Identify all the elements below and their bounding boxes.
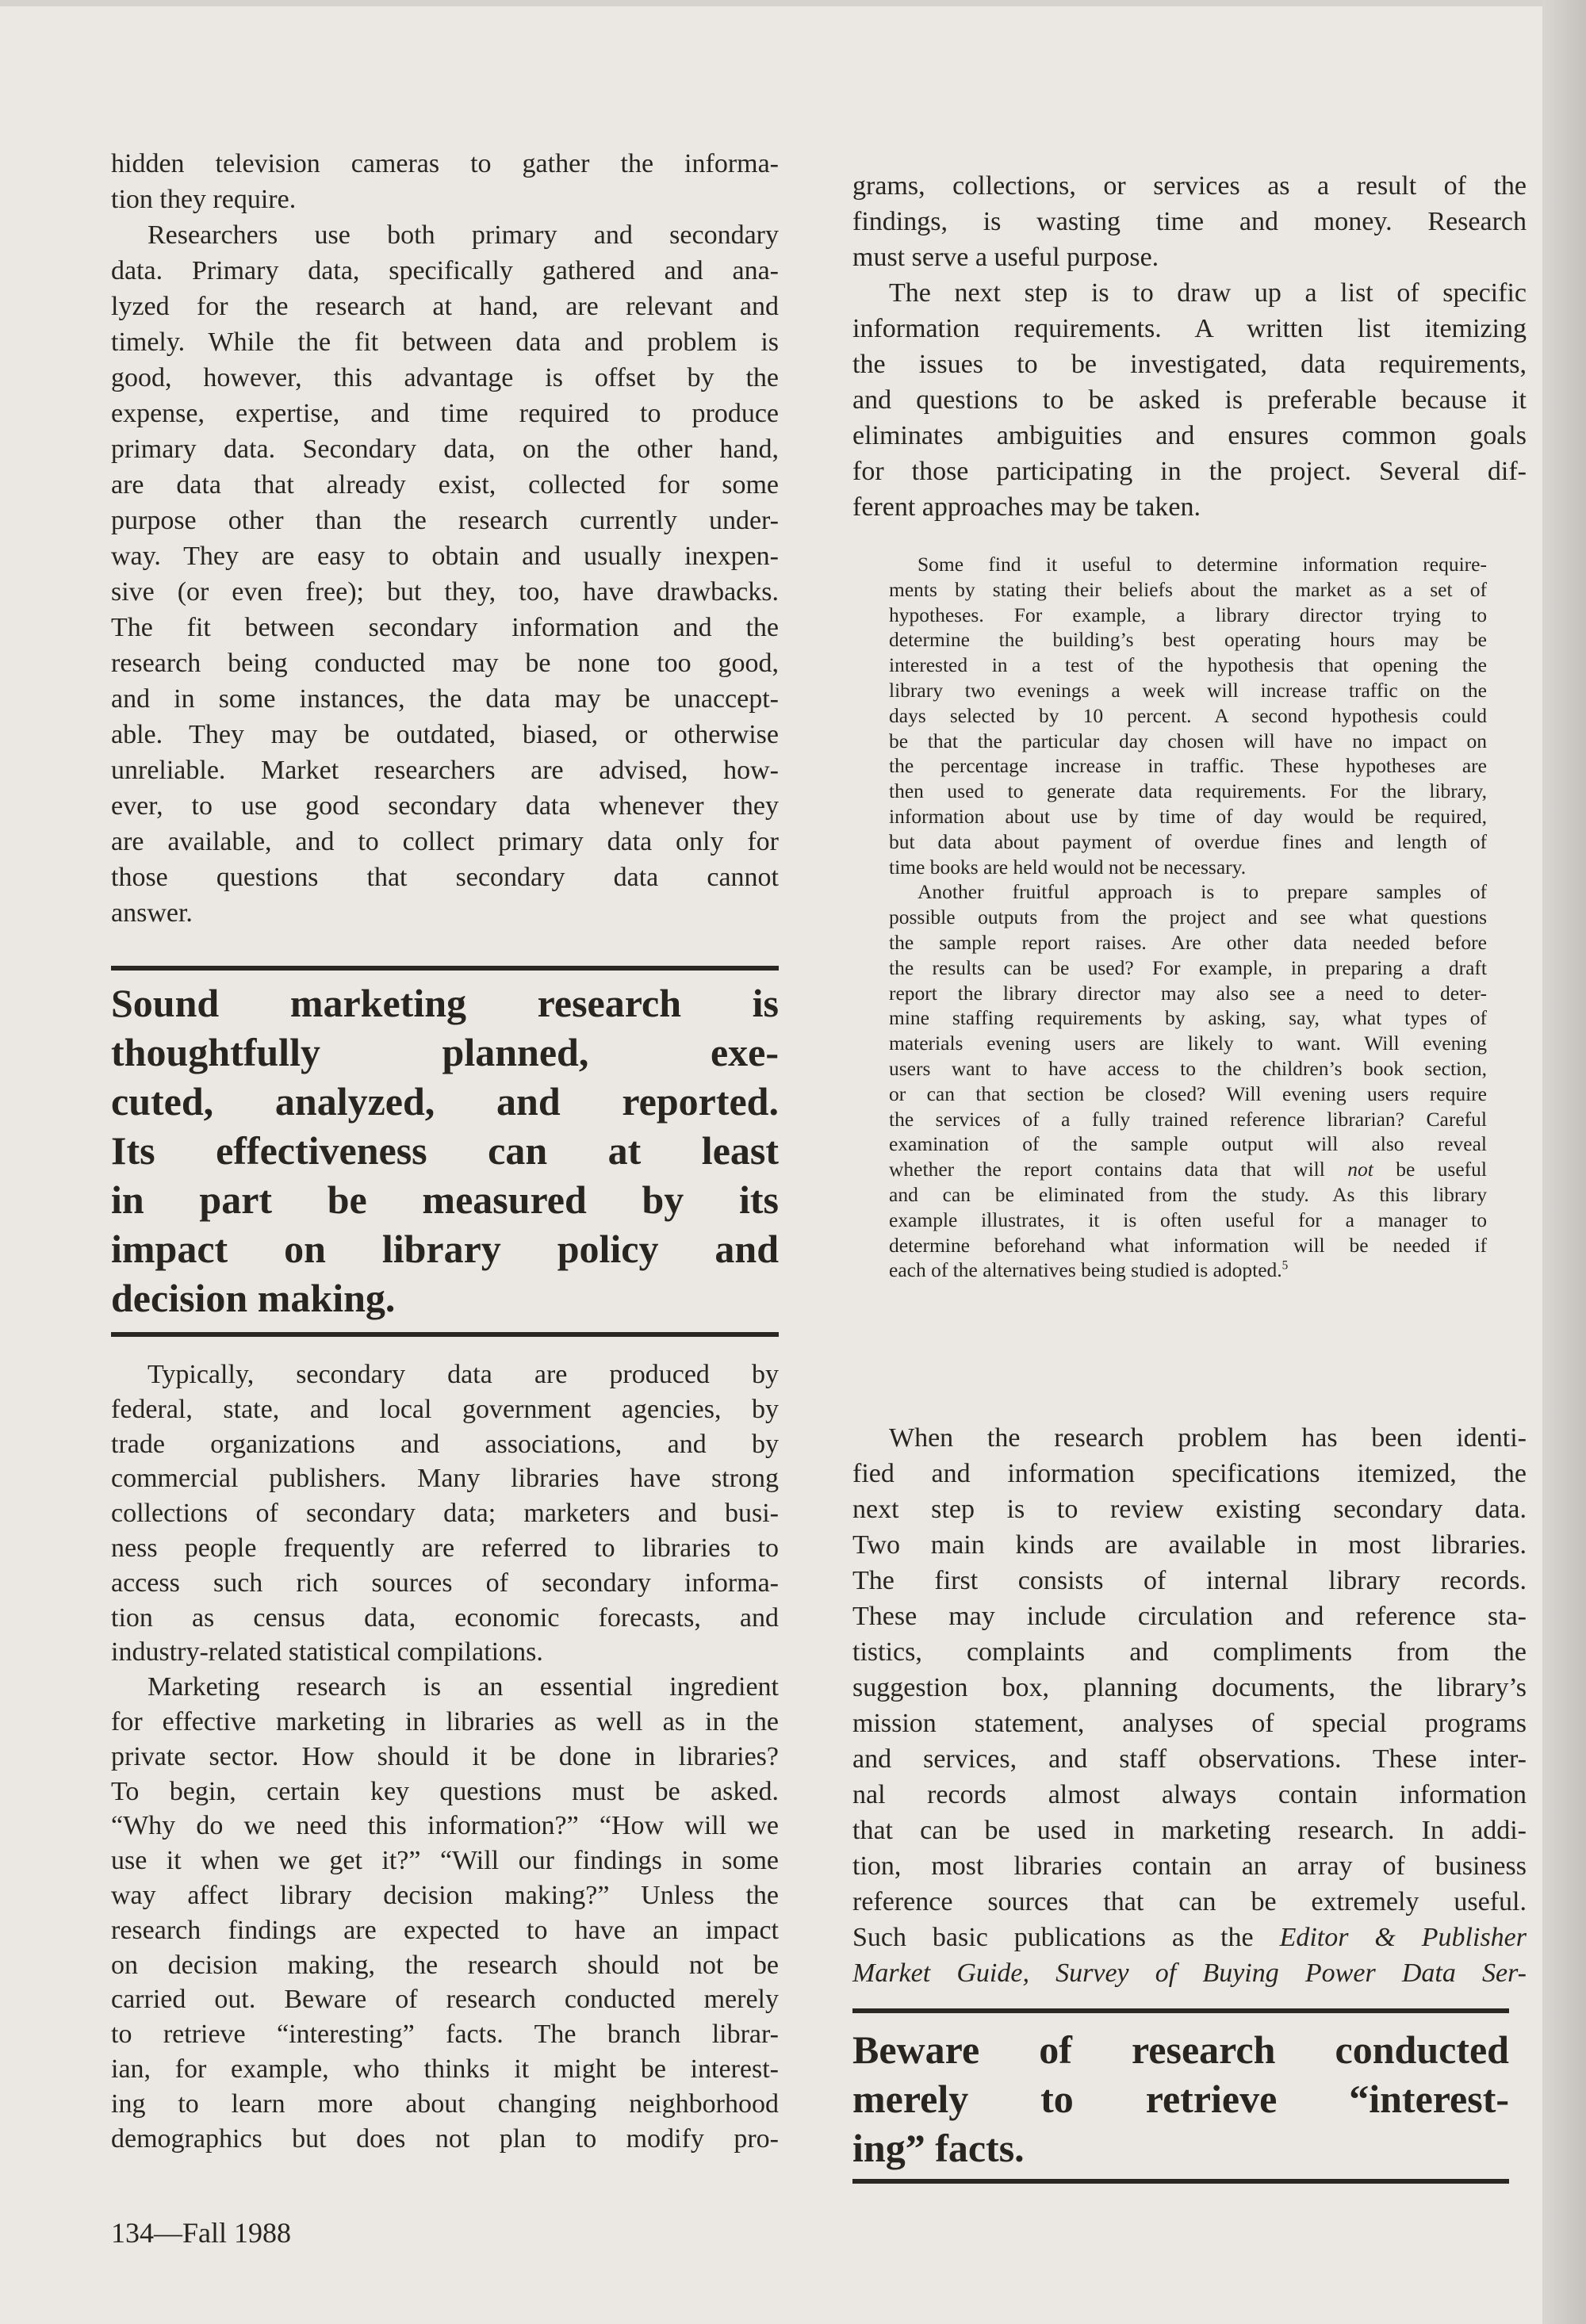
text-line: ing” facts. [852, 2126, 1025, 2170]
text-line: in part be measured by its [111, 1177, 779, 1222]
pull-quote-left [111, 978, 779, 1323]
text-span: each of the alternatives being studied is adopted. [889, 1258, 1282, 1282]
text-line: The fit between secondary information and the [111, 613, 779, 642]
text-line: nal records almost always contain information [852, 1780, 1527, 1809]
text-line: trade organizations and associations, and by [111, 1429, 779, 1459]
text-line: time books are held would not be necessary. [889, 855, 1247, 879]
text-line: to retrieve “interesting” facts. The branch librar- [111, 2020, 779, 2050]
text-line: ness people frequently are referred to libraries to [111, 1533, 779, 1563]
text-line: federal, state, and local government agencies, by [111, 1394, 779, 1424]
text-line: Its effectiveness can at least [111, 1128, 779, 1173]
text-line [889, 1157, 1487, 1182]
text-line: access such rich sources of secondary informa- [111, 1568, 779, 1598]
text-line: Two main kinds are available in most libraries. [852, 1530, 1527, 1560]
text-line: report the library director may also see a need to deter- [889, 981, 1487, 1005]
text-line: commercial publishers. Many libraries have strong [111, 1464, 779, 1494]
text-line: impact on library policy and [111, 1227, 779, 1271]
text-line: then used to generate data requirements. For the library, [889, 779, 1487, 803]
text-line: must serve a useful purpose. [852, 243, 1159, 272]
text-line: The next step is to draw up a list of specific [889, 278, 1527, 308]
text-line: examination of the sample output will also reveal [889, 1132, 1487, 1156]
text-line [852, 1920, 1527, 1955]
scan-top-edge [0, 0, 1586, 6]
text-line: research being conducted may be none too good, [111, 649, 779, 678]
text-line: those questions that secondary data cannot [111, 863, 779, 892]
text-line: users want to have access to the children’s book section, [889, 1056, 1487, 1080]
text-line: but data about payment of overdue fines and length of [889, 829, 1487, 853]
text-line: the results can be used? For example, in preparing a draft [889, 955, 1487, 979]
text-line: primary data. Secondary data, on the other hand, [111, 435, 779, 464]
text-line: tistics, complaints and compliments from the [852, 1637, 1527, 1667]
text-line: These may include circulation and reference sta- [852, 1602, 1527, 1631]
text-line: ing to learn more about changing neighborhood [111, 2089, 779, 2119]
text-line: research findings are expected to have an impact [111, 1915, 779, 1945]
text-line [852, 1955, 1527, 1991]
left-column-text-2 [111, 1357, 779, 2156]
left-column-text-1 [111, 146, 779, 931]
text-span: Editor & Publisher [1279, 1923, 1527, 1952]
text-line: lyzed for the research at hand, are relevant and [111, 292, 779, 321]
text-line: purpose other than the research currently under- [111, 506, 779, 535]
page-folio: 134—Fall 1988 [111, 2217, 292, 2249]
text-line: mine staffing requirements by asking, say, what types of [889, 1006, 1487, 1030]
text-line: demographics but does not plan to modify pro- [111, 2123, 779, 2154]
text-line: for effective marketing in libraries as well as in the [111, 1706, 779, 1736]
text-line: the services of a fully trained reference librarian? Careful [889, 1107, 1487, 1131]
pull-quote-top-rule [111, 966, 779, 971]
text-line: the sample report raises. Are other data needed before [889, 930, 1487, 954]
text-line: ments by stating their beliefs about the market as a set of [889, 577, 1487, 601]
text-line: Researchers use both primary and secondary [147, 220, 779, 250]
text-line: expense, expertise, and time required to produce [111, 399, 779, 428]
text-line: possible outputs from the project and see what questions [889, 905, 1487, 929]
text-line: and services, and staff observations. These inter- [852, 1744, 1527, 1774]
text-line: Marketing research is an essential ingredient [147, 1672, 779, 1702]
text-line: days selected by 10 percent. A second hypothesis could [889, 703, 1487, 727]
text-line: and questions to be asked is preferable because it [852, 385, 1527, 415]
text-line: materials evening users are likely to want. Will evening [889, 1032, 1487, 1055]
text-line: good, however, this advantage is offset by the [111, 363, 779, 392]
text-line: To begin, certain key questions must be asked. [111, 1776, 779, 1806]
text-line: use it when we get it?” “Will our findings in some [111, 1846, 779, 1876]
text-line: reference sources that can be extremely useful. [852, 1887, 1527, 1916]
text-line: decision making. [111, 1276, 396, 1320]
right-column-text-2 [852, 1420, 1527, 1991]
text-line: collections of secondary data; marketers and busi- [111, 1499, 779, 1529]
pull-quote-right-bottom-rule [852, 2179, 1509, 2184]
text-line: private sector. How should it be done in libraries? [111, 1741, 779, 1771]
text-line: way affect library decision making?” Unless the [111, 1880, 779, 1910]
extract-block [889, 552, 1487, 1283]
text-line: library two evenings a week will increase traffic on the [889, 678, 1487, 702]
text-line: eliminates ambiguities and ensures common goals [852, 421, 1527, 450]
text-line: grams, collections, or services as a result of the [852, 171, 1527, 201]
text-line: and can be eliminated from the study. As this library [889, 1182, 1487, 1206]
text-line: fied and information specifications itemized, the [852, 1459, 1527, 1488]
text-span: whether the report contains data that will [889, 1158, 1348, 1181]
text-line: sive (or even free); but they, too, have drawbacks. [111, 577, 779, 607]
text-line: or can that section be closed? Will evening users require [889, 1082, 1487, 1105]
text-line: The first consists of internal library records. [852, 1566, 1527, 1595]
text-line: findings, is wasting time and money. Research [852, 207, 1527, 236]
scan-right-edge [1542, 0, 1586, 2324]
text-line: merely to retrieve “interest- [852, 2077, 1509, 2121]
text-line: for those participating in the project. Several dif- [852, 457, 1527, 486]
text-line: Typically, secondary data are produced by [147, 1360, 779, 1389]
text-line: industry-related statistical compilations. [111, 1637, 543, 1667]
text-line: the percentage increase in traffic. These hypotheses are [889, 754, 1487, 778]
text-span: Market Guide, Survey of Buying Power Data Ser- [852, 1958, 1527, 1988]
text-line: Beware of research conducted [852, 2027, 1509, 2072]
text-line: and in some instances, the data may be unaccept- [111, 684, 779, 714]
footnote-ref: 5 [1281, 1258, 1289, 1273]
text-line: are available, and to collect primary data only for [111, 827, 779, 856]
text-span: Such basic publications as the [852, 1923, 1280, 1952]
text-line: tion as census data, economic forecasts, and [111, 1602, 779, 1633]
text-line: Another fruitful approach is to prepare samples of [918, 880, 1487, 904]
pull-quote-bottom-rule [111, 1332, 779, 1337]
text-line: example illustrates, it is often useful for a manager to [889, 1208, 1487, 1231]
text-line: Some find it useful to determine information require- [918, 553, 1487, 576]
text-line: cuted, analyzed, and reported. [111, 1079, 779, 1124]
text-line: information requirements. A written list itemizing [852, 314, 1527, 343]
text-line: ian, for example, who thinks it might be interest- [111, 2054, 779, 2084]
text-line [889, 1258, 1487, 1283]
text-line: timely. While the fit between data and problem is [111, 327, 779, 357]
text-line: hidden television cameras to gather the informa- [111, 149, 779, 178]
text-line: suggestion box, planning documents, the library’s [852, 1673, 1527, 1702]
text-line: determine the building’s best operating hours may be [889, 628, 1487, 652]
right-column-text-1 [852, 168, 1527, 525]
pull-quote-right-top-rule [852, 2008, 1509, 2013]
text-line: tion, most libraries contain an array of business [852, 1851, 1527, 1881]
text-line: be that the particular day chosen will have no impact on [889, 729, 1487, 752]
text-line: tion they require. [111, 185, 297, 214]
text-line: ever, to use good secondary data whenever they [111, 791, 779, 821]
text-line: When the research problem has been identi- [889, 1423, 1527, 1453]
text-line: information about use by time of day would be required, [889, 804, 1487, 828]
text-line: the issues to be investigated, data requirements, [852, 350, 1527, 379]
text-line: Sound marketing research is [111, 981, 779, 1025]
text-span: be useful [1373, 1158, 1487, 1181]
text-line: data. Primary data, specifically gathered and ana- [111, 256, 779, 285]
text-line: next step is to review existing secondary data. [852, 1495, 1527, 1524]
text-line: unreliable. Market researchers are advised, how- [111, 756, 779, 785]
text-line: on decision making, the research should not be [111, 1950, 779, 1980]
text-line: ferent approaches may be taken. [852, 492, 1201, 522]
text-line: “Why do we need this information?” “How will we [111, 1811, 779, 1841]
text-line: thoughtfully planned, exe- [111, 1030, 779, 1074]
text-line: that can be used in marketing research. In addi- [852, 1816, 1527, 1845]
text-line: hypotheses. For example, a library director trying to [889, 603, 1487, 626]
text-line: interested in a test of the hypothesis that opening the [889, 653, 1487, 677]
text-line: answer. [111, 898, 193, 928]
text-line: able. They may be outdated, biased, or otherwise [111, 720, 779, 749]
text-line: determine beforehand what information will be needed if [889, 1233, 1487, 1257]
text-line: are data that already exist, collected for some [111, 470, 779, 500]
text-line: carried out. Beware of research conducted merely [111, 1985, 779, 2015]
text-span: not [1347, 1158, 1373, 1181]
pull-quote-right [852, 2025, 1509, 2173]
text-line: way. They are easy to obtain and usually inexpen- [111, 542, 779, 571]
text-line: mission statement, analyses of special programs [852, 1709, 1527, 1738]
